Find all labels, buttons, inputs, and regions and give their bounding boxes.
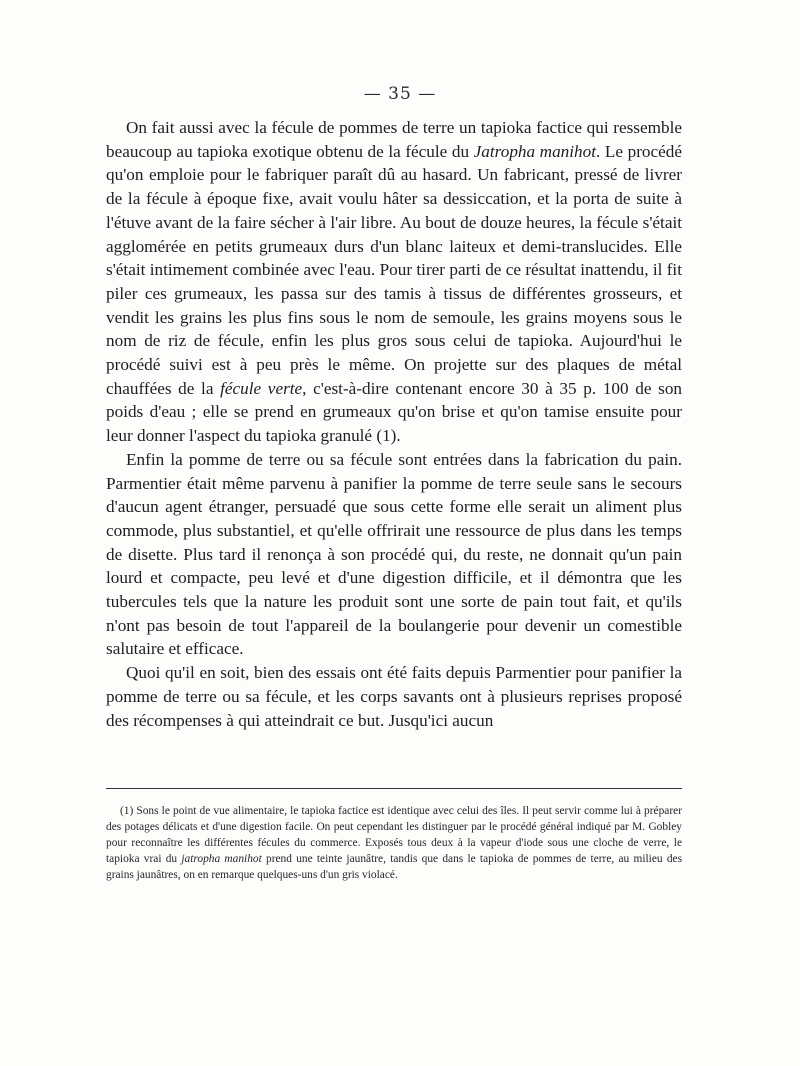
text-segment: , c'est-à-dire contenant encore 30 à 35 p. 100 de son poids d'eau ; elle se prend en grumeaux qu'on brise et qu'on tamise ensuite pour leur donner l'aspect du tapioka granulé (1). (106, 378, 683, 446)
italic-term-jatropha-footnote: jatropha manihot (181, 853, 262, 866)
italic-term-fecule-verte: fécule verte (220, 378, 303, 398)
text-segment: Enfin la pomme de terre ou sa fécule sont entrées dans la fabrication du pain. Parmentier était même parvenu à panifier la pomme de terre seule sans le secours d'aucun agent étranger, persuadé que sous cette forme elle serait un aliment plus commode, plus substantiel, et qu'elle offrirait une ressource de plus dans les temps de disette. Plus tard il renonça à son procédé qui, du reste, ne donnait qu'un pain lourd et compacte, peu levé et d'une digestion difficile, et il démontra que les tubercules tels que la nature les produit sont une sorte de pain tout fait, et qu'ils n'ont pas besoin de tout l'appareil de la boulangerie pour devenir un comestible salutaire et efficace. (106, 449, 682, 659)
page-number: — 35 — (363, 84, 437, 104)
italic-term-jatropha: Jatropha manihot (473, 141, 597, 161)
paragraph-pain (106, 448, 682, 661)
text-segment: Quoi qu'il en soit, bien des essais ont été faits depuis Parmentier pour panifier la pomme de terre ou sa fécule, et les corps savants ont à plusieurs reprises proposé des récompenses à qui atteindrait ce but. Jusqu'ici aucun (106, 663, 682, 730)
body-text (106, 116, 682, 732)
text-segment: On fait aussi avec la fécule de pommes de terre un tapioka factice qui ressemble beaucoup au tapioka exotique obtenu de la fécule du (106, 118, 682, 161)
text-segment: . Le procédé qu'on emploie pour le fabriquer paraît dû au hasard. Un fabricant, pressé de livrer de la fécule à époque fixe, avait voulu hâter sa dessiccation, et la porta de suite à l'étuve avant de la faire sécher à l'air libre. Au bout de douze heures, la fécule s'était agglomérée en petits grumeaux durs d'un blanc laiteux et demi-translucides. Elle s'était intimement combinée avec l'eau. Pour tirer parti de ce résultat inattendu, il fit piler ces grumeaux, les passa sur des tamis à tissus de différentes grosseurs, et vendit les grains les plus fins sous le nom de semoule, les grains moyens sous le nom de riz de fécule, enfin les plus gros sous celui de tapioka. Aujourd'hui le procédé suivi est à peu près le même. On projette sur des plaques de métal chauffées de la (106, 141, 682, 398)
paragraph-essais (106, 661, 682, 732)
footnote-divider (106, 788, 682, 789)
paragraph-tapioka (106, 116, 682, 448)
footnote-segment: prend une teinte jaunâtre, tandis que dans le tapioka de pommes de terre, au milieu des grains jaunâtres, on en remarque quelques-uns d'un gris violacé. (106, 853, 683, 882)
footnote (106, 803, 682, 883)
footnote-segment: (1) Sons le point de vue alimentaire, le tapioka factice est identique avec celui des îles. Il peut servir comme lui à préparer des potages délicats et d'une digestion facile. On peut cependant les distinguer par le procédé général indiqué par M. Gobley pour reconnaître les différentes fécules du commerce. Exposés tous deux à la vapeur d'iode sous une cloche de verre, le tapioka vrai du (106, 805, 682, 866)
